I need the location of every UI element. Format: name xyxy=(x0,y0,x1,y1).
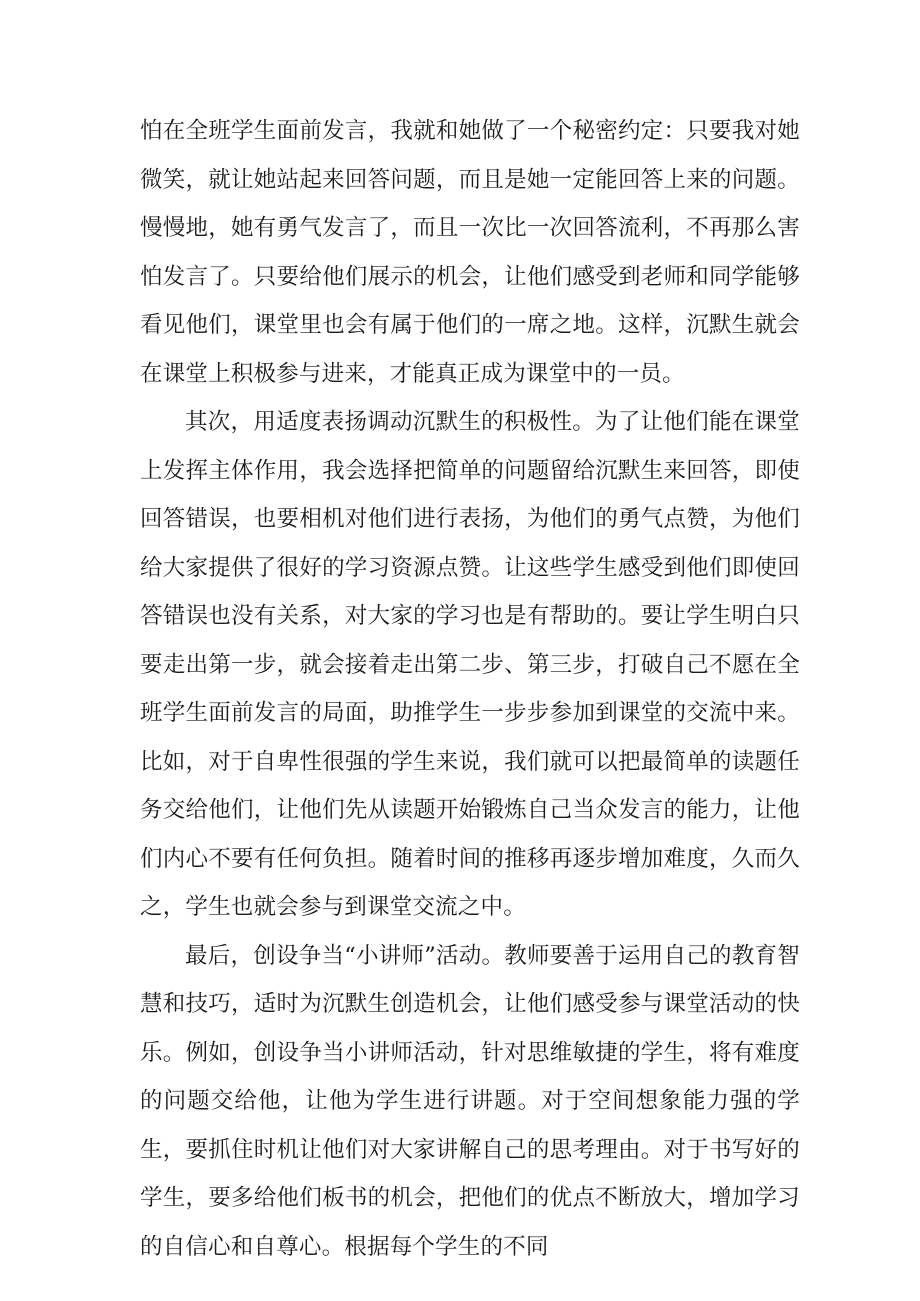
paragraph-final-point: 最后，创设争当“小讲师”活动。教师要善于运用自己的教育智慧和技巧，适时为沉默生创造机会，让他们感受参与课堂活动的快乐。例如，创设争当小讲师活动，针对思维敏捷的学生，将有难度的问题交给他，让他为学生进行讲题。对于空间想象能力强的学生，要抓住时机让他们对大家讲解自己的思考理由。对于书写好的学生，要多给他们板书的机会，把他们的优点不断放大，增加学习的自信心和自尊心。根据每个学生的不同 xyxy=(140,942,800,1260)
paragraph-continuation: 怕在全班学生面前发言，我就和她做了一个秘密约定：只要我对她微笑，就让她站起来回答问题，而且是她一定能回答上来的问题。慢慢地，她有勇气发言了，而且一次比一次回答流利，不再那么害怕发言了。只要给他们展示的机会，让他们感受到老师和同学能够看见他们，课堂里也会有属于他们的一席之地。这样，沉默生就会在课堂上积极参与进来，才能真正成为课堂中的一员。 xyxy=(140,118,800,387)
paragraph-second-point: 其次，用适度表扬调动沉默生的积极性。为了让他们能在课堂上发挥主体作用，我会选择把简单的问题留给沉默生来回答，即使回答错误，也要相机对他们进行表扬，为他们的勇气点赞，为他们给大家提供了很好的学习资源点赞。让这些学生感受到他们即使回答错误也没有关系，对大家的学习也是有帮助的。要让学生明白只要走出第一步，就会接着走出第二步、第三步，打破自己不愿在全班学生面前发言的局面，助推学生一步步参加到课堂的交流中来。比如，对于自卑性很强的学生来说，我们就可以把最简单的读题任务交给他们，让他们先从读题开始锻炼自己当众发言的能力，让他们内心不要有任何负担。随着时间的推移再逐步增加难度，久而久之，学生也就会参与到课堂交流之中。 xyxy=(140,409,800,920)
document-body xyxy=(140,107,800,1271)
